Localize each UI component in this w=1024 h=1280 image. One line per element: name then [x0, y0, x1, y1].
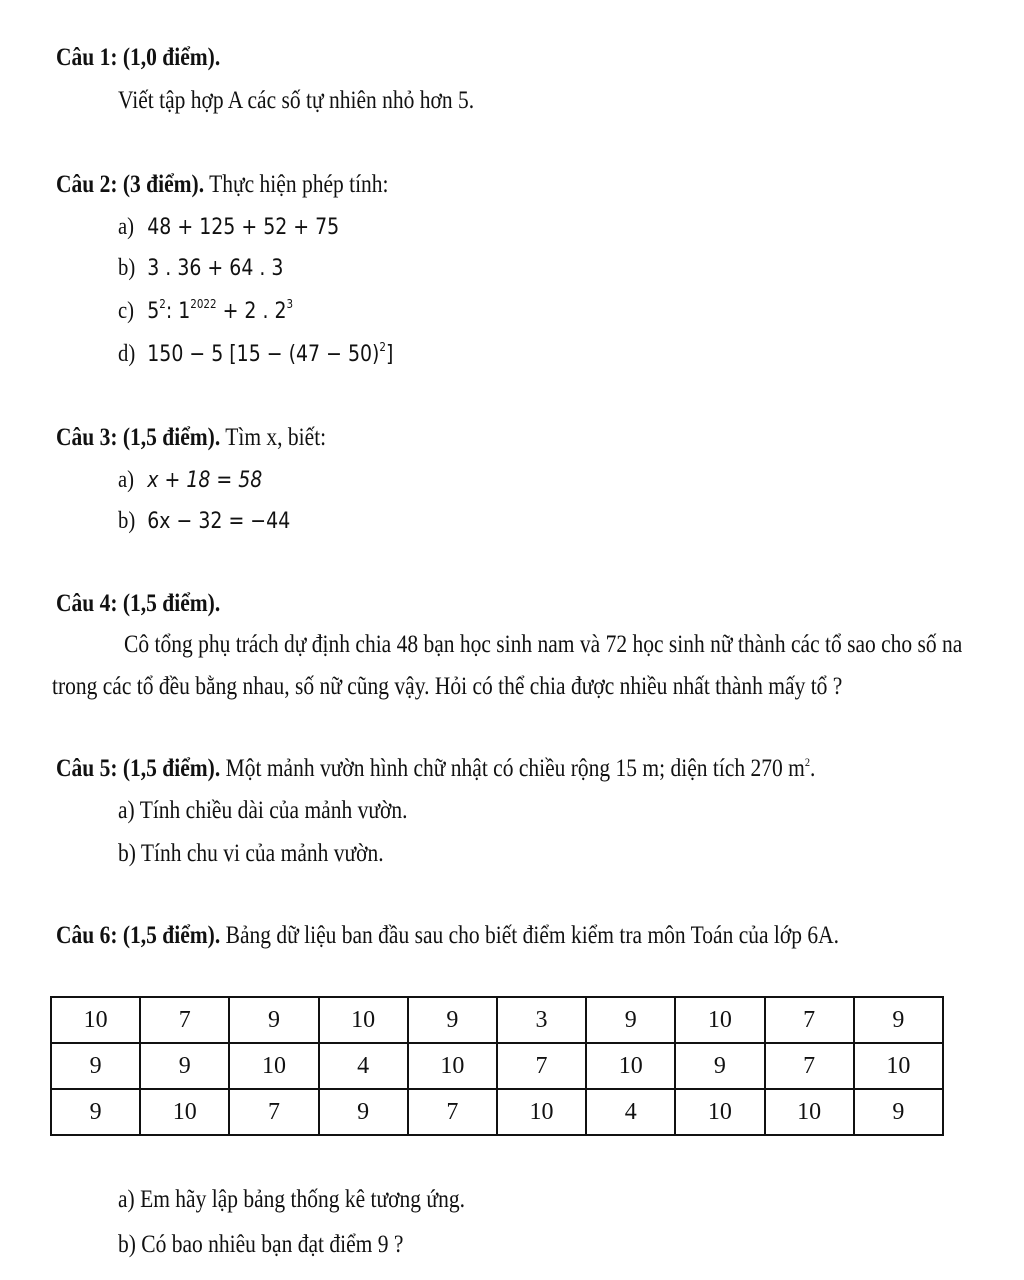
table-cell: 7 [497, 1043, 586, 1089]
scores-table [50, 996, 944, 1136]
table-cell: 9 [229, 997, 318, 1043]
table-cell: 9 [675, 1043, 764, 1089]
table-cell: 10 [497, 1089, 586, 1135]
table-cell: 9 [854, 997, 943, 1043]
table-cell: 10 [586, 1043, 675, 1089]
question-6-part-a: a) Em hãy lập bảng thống kê tương ứng. [118, 1186, 465, 1213]
table-cell: 9 [140, 1043, 229, 1089]
table-cell: 10 [765, 1089, 854, 1135]
question-3-item-b: b) 6x − 32 = −44 [118, 508, 291, 534]
question-6-part-b: b) Có bao nhiêu bạn đạt điểm 9 ? [118, 1231, 404, 1258]
table-row [51, 1089, 943, 1135]
table-cell: 9 [586, 997, 675, 1043]
table-cell: 9 [51, 1043, 140, 1089]
table-cell: 7 [765, 1043, 854, 1089]
table-cell: 10 [408, 1043, 497, 1089]
table-cell: 4 [586, 1089, 675, 1135]
question-2-heading: Câu 2: (3 điểm). Thực hiện phép tính: [56, 171, 389, 198]
table-cell: 4 [319, 1043, 408, 1089]
question-2-item-c: c) $5^2$: $1^{2022} + 2$ . $2^3$ [118, 297, 294, 324]
table-row [51, 997, 943, 1043]
question-4-line-2: trong các tổ đều bằng nhau, số nữ cũng vậy. Hỏi có thể chia được nhiều nhất thành mấy tổ ? [52, 673, 843, 700]
table-cell: 7 [229, 1089, 318, 1135]
question-4-line-1: Cô tổng phụ trách dự định chia 48 bạn học sinh nam và 72 học sinh nữ thành các tổ sao cho số na [124, 631, 963, 658]
table-cell: 7 [765, 997, 854, 1043]
table-cell: 10 [229, 1043, 318, 1089]
question-3-item-a: a) x + 18 = 58 [118, 467, 263, 493]
question-4-heading: Câu 4: (1,5 điểm). [56, 590, 221, 617]
question-5-part-a: a) Tính chiều dài của mảnh vườn. [118, 797, 408, 824]
question-5-part-b: b) Tính chu vi của mảnh vườn. [118, 840, 384, 867]
table-cell: 10 [319, 997, 408, 1043]
table-cell: 7 [140, 997, 229, 1043]
question-2-item-d: d) 150 − 5 $[15 - (47 - 50)^2]$ [118, 340, 394, 367]
table-cell: 10 [854, 1043, 943, 1089]
question-2-item-b: b) 3 . 36 + 64 . 3 [118, 255, 284, 281]
table-cell: 9 [854, 1089, 943, 1135]
table-cell: 10 [140, 1089, 229, 1135]
question-1-text: Viết tập hợp A các số tự nhiên nhỏ hơn 5. [118, 87, 475, 114]
table-row [51, 1043, 943, 1089]
question-5-heading: Câu 5: (1,5 điểm). Một mảnh vườn hình chữ nhật có chiều rộng 15 m; diện tích 270 $m^2$. [56, 755, 816, 782]
table-cell: 10 [675, 1089, 764, 1135]
table-cell: 3 [497, 997, 586, 1043]
table-cell: 9 [51, 1089, 140, 1135]
question-3-heading: Câu 3: (1,5 điểm). Tìm x, biết: [56, 424, 327, 451]
question-1-heading: Câu 1: (1,0 điểm). [56, 44, 221, 71]
table-cell: 10 [51, 997, 140, 1043]
question-2-item-a: a) 48 + 125 + 52 + 75 [118, 214, 340, 240]
table-cell: 10 [675, 997, 764, 1043]
table-cell: 9 [408, 997, 497, 1043]
table-cell: 7 [408, 1089, 497, 1135]
question-6-heading: Câu 6: (1,5 điểm). Bảng dữ liệu ban đầu sau cho biết điểm kiểm tra môn Toán của lớp 6A. [56, 922, 840, 949]
table-cell: 9 [319, 1089, 408, 1135]
